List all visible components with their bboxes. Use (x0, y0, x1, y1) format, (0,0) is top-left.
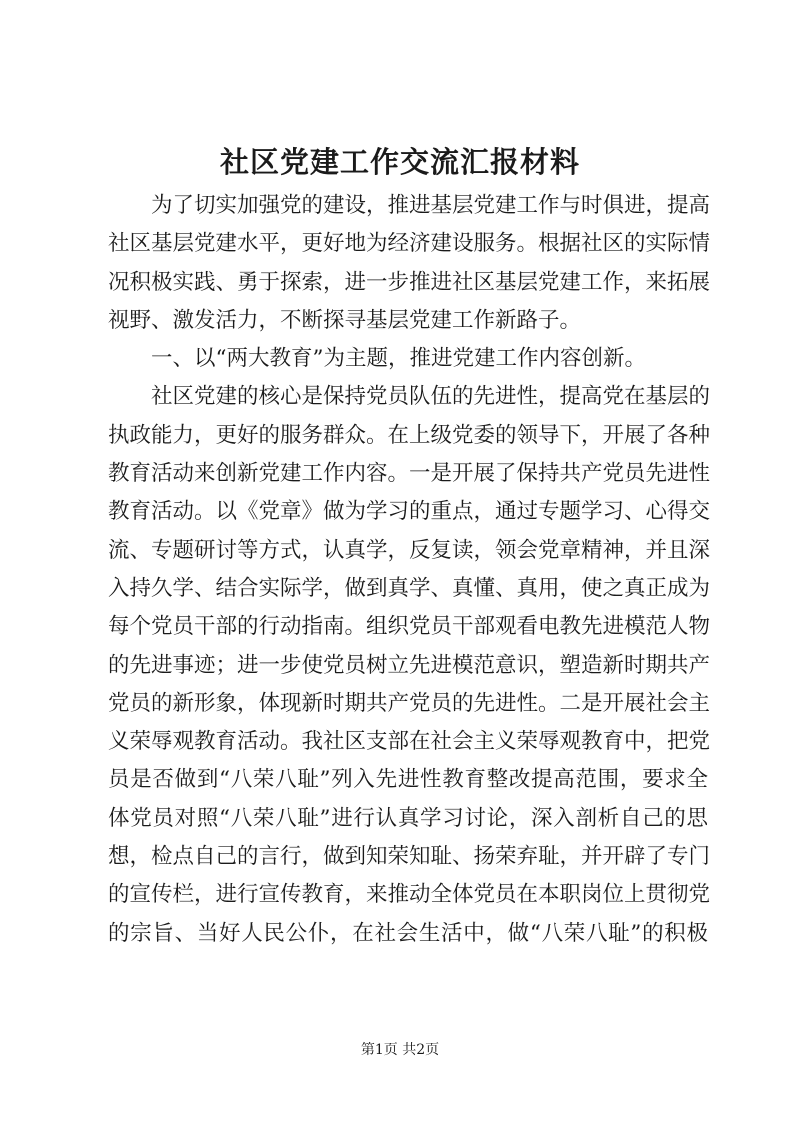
page-footer: 第1页 共2页 (360, 1042, 440, 1058)
text-line: 的宣传栏，进行宣传教育，来推动全体党员在本职岗位上贯彻党 (108, 882, 711, 908)
document-body (108, 187, 711, 953)
text-line: 教育活动。以《党章》做为学习的重点，通过专题学习、心得交 (108, 499, 711, 525)
text-line: 视野、激发活力，不断探寻基层党建工作新路子。 (108, 307, 582, 333)
text-line: 入持久学、结合实际学，做到真学、真懂、真用，使之真正成为 (108, 575, 711, 601)
text-line: 的宗旨、当好人民公仆，在社会生活中，做“八荣八耻”的积极 (108, 920, 708, 946)
text-line: 党员的新形象，体现新时期共产党员的先进性。二是开展社会主 (108, 690, 711, 716)
text-line: 想，检点自己的言行，做到知荣知耻、扬荣弃耻，并开辟了专门 (108, 844, 711, 870)
text-line: 为了切实加强党的建设，推进基层党建工作与时俱进，提高 (151, 193, 711, 218)
text-line: 员是否做到“八荣八耻”列入先进性教育整改提高范围，要求全 (108, 767, 708, 793)
document-title: 社区党建工作交流汇报材料 (219, 145, 580, 179)
text-line: 流、专题研讨等方式，认真学，反复读，领会党章精神，并且深 (108, 537, 711, 563)
text-line: 每个党员干部的行动指南。组织党员干部观看电教先进模范人物 (108, 614, 711, 640)
text-line: 社区基层党建水平，更好地为经济建设服务。根据社区的实际情 (108, 231, 711, 257)
text-line: 执政能力，更好的服务群众。在上级党委的领导下，开展了各种 (108, 422, 711, 448)
text-line: 一、以“两大教育”为主题，推进党建工作内容创新。 (151, 346, 646, 372)
text-line: 教育活动来创新党建工作内容。一是开展了保持共产党员先进性 (108, 461, 711, 487)
text-line: 的先进事迹；进一步使党员树立先进模范意识，塑造新时期共产 (108, 652, 711, 678)
text-line: 社区党建的核心是保持党员队伍的先进性，提高党在基层的 (151, 384, 711, 410)
text-line: 体党员对照“八荣八耻”进行认真学习讨论，深入剖析自己的思 (108, 805, 708, 831)
text-line: 况积极实践、勇于探索，进一步推进社区基层党建工作，来拓展 (108, 269, 711, 295)
text-line: 义荣辱观教育活动。我社区支部在社会主义荣辱观教育中，把党 (108, 729, 711, 755)
